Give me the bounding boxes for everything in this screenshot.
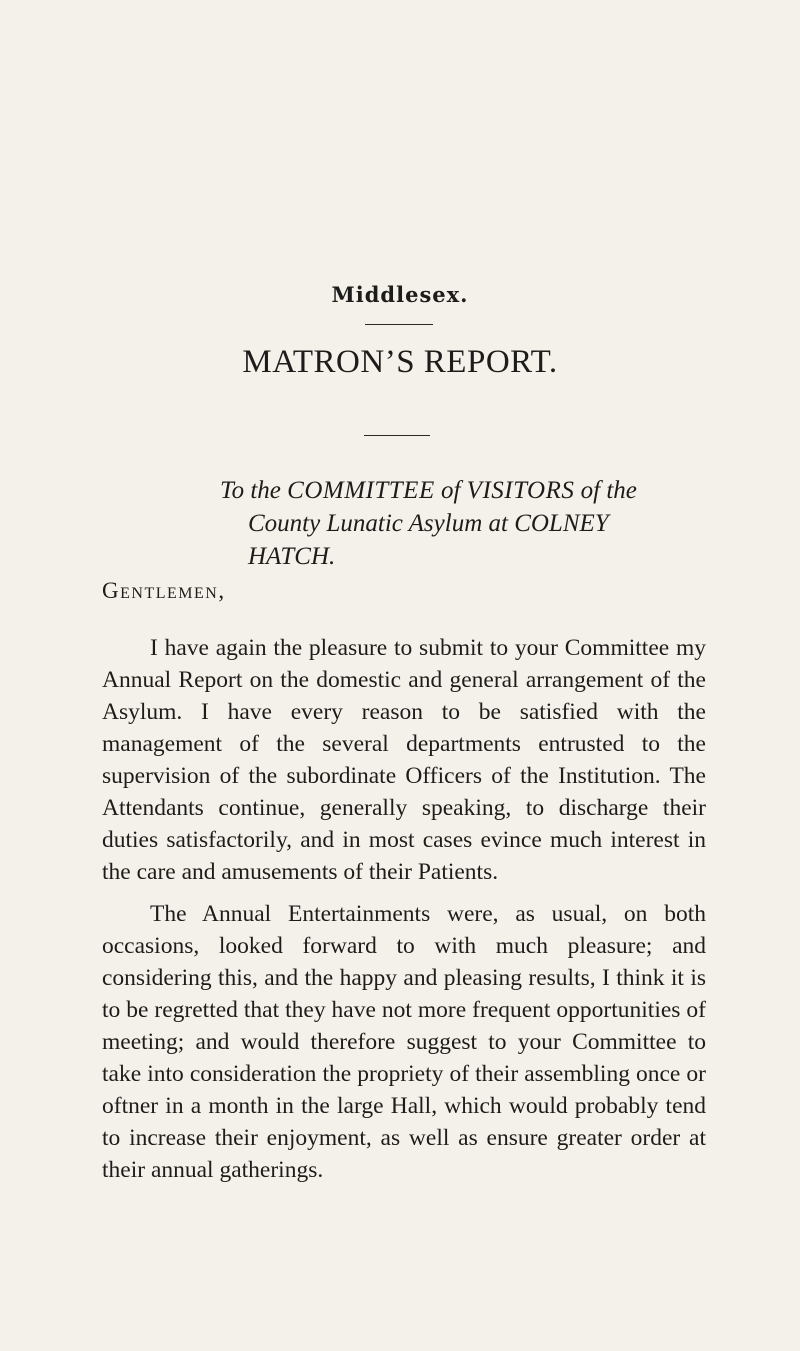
addressee-line-3: HATCH. <box>248 543 336 570</box>
addressee-prefix: To the <box>220 477 288 504</box>
divider-rule-top <box>365 324 433 325</box>
addressee-visitors: VISITORS <box>466 477 575 504</box>
addressee-suffix: of the <box>574 477 637 504</box>
paragraph-1: I have again the pleasure to submit to your Committee my Annual Report on the domestic and general arrangement of the Asylum. I have every reason to be satisfied with the management of the several departments entrusted to the supervision of the subordinate Officers of the Institution. The Attendants continue, generally speaking, to discharge their duties satisfactorily, and in most cases evince much interest in the care and amusements of their Patients. <box>102 635 706 885</box>
addressee-line-1 <box>220 474 760 507</box>
salutation: Gentlemen, <box>102 578 226 603</box>
addressee-block <box>220 474 760 573</box>
paragraph-2: The Annual Entertainments were, as usual, on both occasions, looked forward to with much pleasure; and considering this, and the happy and pleasing results, I think it is to be regretted that they have not more frequent opportunities of meeting; and would therefore suggest to your Committee to take into consideration the propriety of their assembling once or oftner in a month in the large Hall, which would probably tend to increase their enjoyment, as well as ensure greater order at their annual gatherings. <box>102 901 706 1183</box>
addressee-committee: COMMITTEE <box>287 477 435 504</box>
addressee-line-2: County Lunatic Asylum at COLNEY <box>248 510 609 537</box>
report-title: MATRON’S REPORT. <box>242 344 558 380</box>
divider-rule-bottom <box>364 435 430 436</box>
addressee-of: of <box>434 477 467 504</box>
county-heading: Middlesex. <box>331 282 469 307</box>
